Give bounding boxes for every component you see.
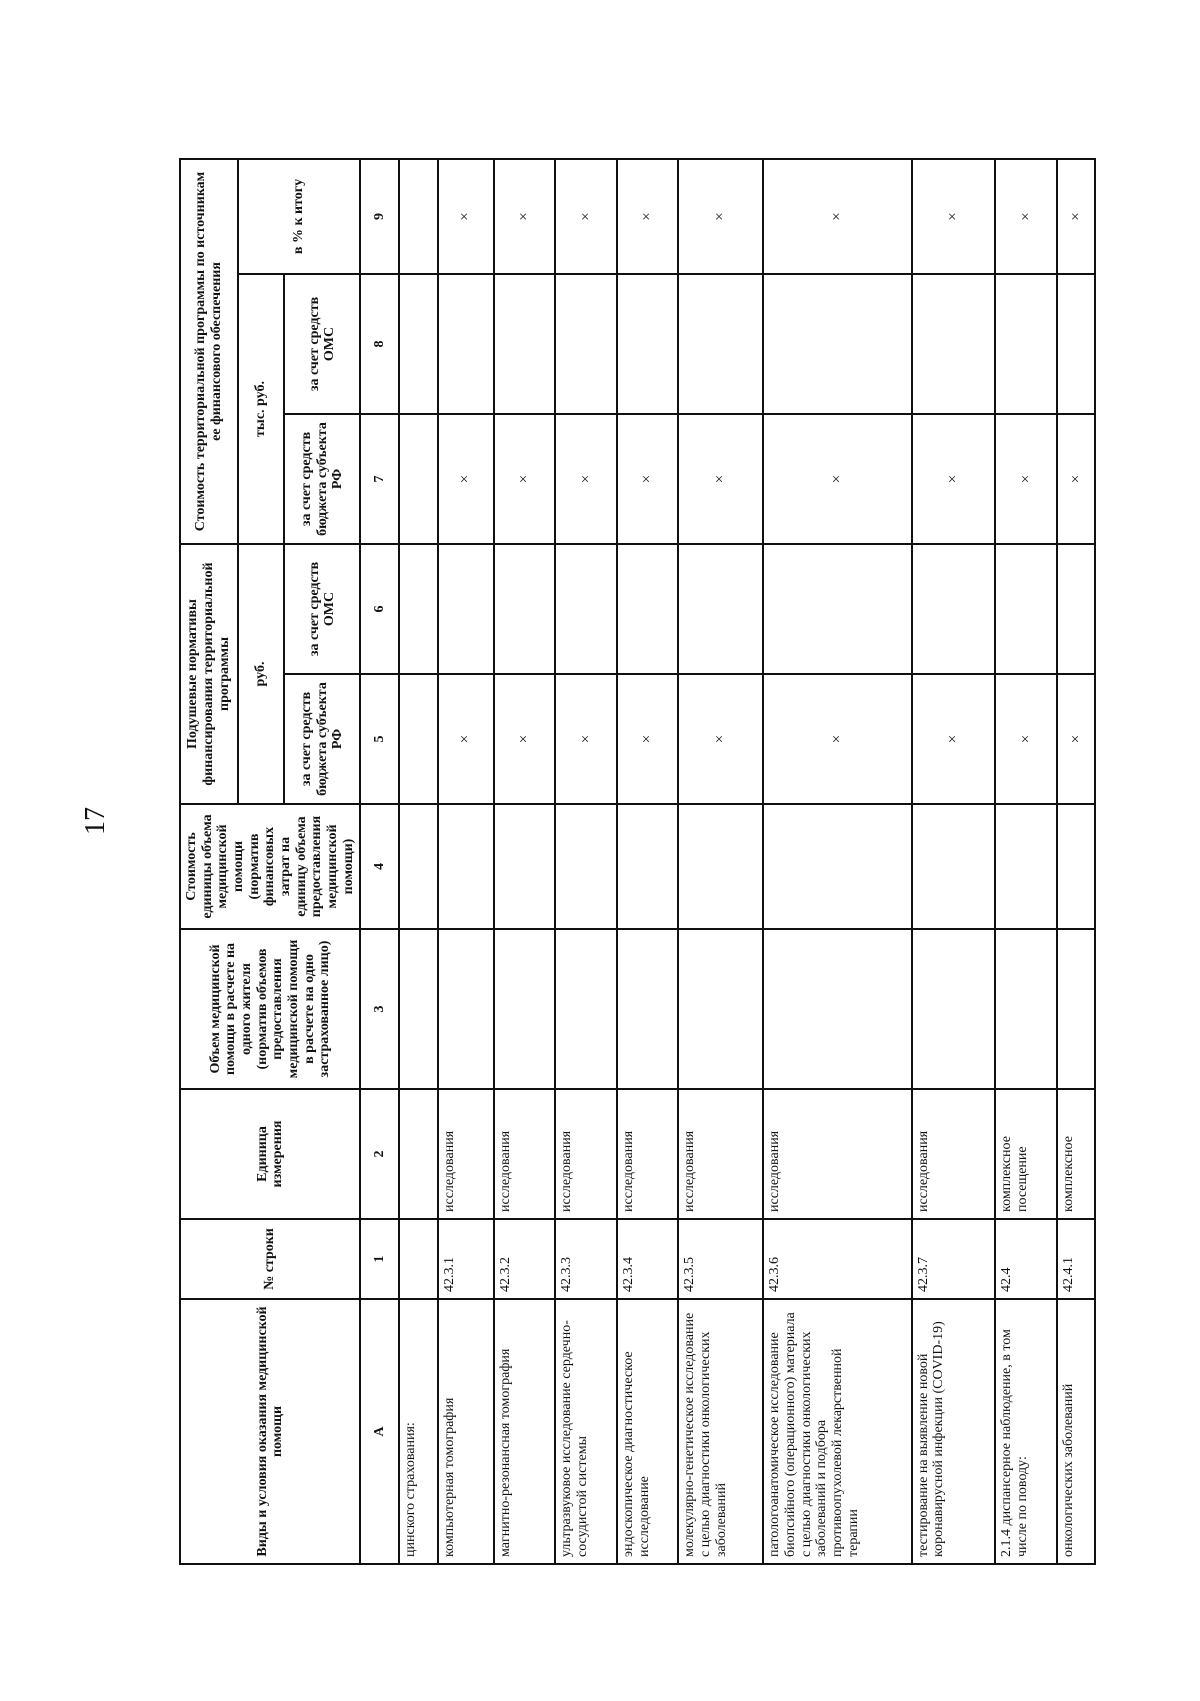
row-code: 42.3.3 [555,1219,617,1299]
row-col-7: × [438,414,494,544]
row-col-7: × [763,414,911,544]
row-col-7: × [555,414,617,544]
header-col-3: Объем медицинской помощи в расчете на одного жителя (норматив объемов предоставления медицинской помощи в расчете на одно застрахованное лицо) [180,929,360,1089]
row-col-3 [555,929,617,1089]
table-row [399,159,438,1564]
row-code: 42.3.4 [617,1219,678,1299]
row-col-8 [617,274,678,414]
index-cell: 6 [360,544,399,674]
row-name: 2.1.4 диспансерное наблюдение, в том числе по поводу: [995,1299,1056,1564]
index-cell: А [360,1299,399,1564]
row-unit: исследования [678,1089,763,1219]
row-col-4 [763,804,911,929]
row-col-3 [399,929,438,1089]
row-col-5: × [763,674,911,804]
row-col-4 [399,804,438,929]
row-col-8 [678,274,763,414]
row-name: молекулярно-генетическое исследование с целью диагностики онкологических заболеваний [678,1299,763,1564]
row-unit: комплексное [1057,1089,1096,1219]
table-row [555,159,617,1564]
table-row [678,159,763,1564]
row-col-7: × [617,414,678,544]
row-col-9: × [995,159,1056,274]
row-col-4 [438,804,494,929]
row-col-6 [617,544,678,674]
row-unit: исследования [438,1089,494,1219]
row-col-4 [678,804,763,929]
row-col-5: × [1057,674,1096,804]
row-unit: исследования [555,1089,617,1219]
row-code: 42.3.7 [912,1219,996,1299]
row-col-7: × [494,414,555,544]
row-col-3 [678,929,763,1089]
header-col-8: за счет средств ОМС [284,274,360,414]
row-col-3 [494,929,555,1089]
header-group-norm: Подушевые нормативы финансирования территориальной программы [180,544,238,804]
table-row [494,159,555,1564]
row-unit: исследования [912,1089,996,1219]
row-name: магнитно-резонансная томография [494,1299,555,1564]
header-group-cost: Стоимость территориальной программы по источникам ее финансового обеспечения [180,159,238,544]
row-col-9: × [763,159,911,274]
rotated-table-container [179,160,1084,1565]
row-code: 42.4 [995,1219,1056,1299]
row-name: компьютерная томография [438,1299,494,1564]
row-col-5: × [912,674,996,804]
row-col-5: × [438,674,494,804]
row-col-3 [995,929,1056,1089]
index-cell: 9 [360,159,399,274]
row-name: ультразвуковое исследование сердечно-сосудистой системы [555,1299,617,1564]
row-col-5: × [494,674,555,804]
row-col-8 [399,274,438,414]
header-col-6: за счет средств ОМС [284,544,360,674]
row-name: онкологических заболеваний [1057,1299,1096,1564]
page-number: 17 [80,807,111,835]
row-col-5: × [678,674,763,804]
program-cost-table [179,158,1096,1565]
row-col-8 [1057,274,1096,414]
table-row [763,159,911,1564]
index-cell: 8 [360,274,399,414]
row-col-4 [494,804,555,929]
row-col-6 [438,544,494,674]
row-col-6 [912,544,996,674]
row-name: эндоскопическое диагностическое исследование [617,1299,678,1564]
header-norm-unit: руб. [238,544,284,804]
row-col-3 [912,929,996,1089]
row-col-7: × [678,414,763,544]
index-cell: 1 [360,1219,399,1299]
row-name: патологоанатомическое исследование биопсийного (операционного) материала с целью диагностики онкологических заболеваний и подбора противоопухолевой лекарственной терапии [763,1299,911,1564]
row-col-6 [555,544,617,674]
row-col-8 [494,274,555,414]
row-code [399,1219,438,1299]
row-col-3 [617,929,678,1089]
index-row [360,159,399,1564]
header-cost-unit: тыс. руб. [238,274,284,544]
row-col-7: × [995,414,1056,544]
index-cell: 4 [360,804,399,929]
row-col-8 [438,274,494,414]
row-col-3 [763,929,911,1089]
row-col-6 [678,544,763,674]
row-col-6 [763,544,911,674]
table-row [912,159,996,1564]
table-row [617,159,678,1564]
row-unit: комплексное посещение [995,1089,1056,1219]
row-code: 42.3.2 [494,1219,555,1299]
row-col-9 [399,159,438,274]
row-col-4 [555,804,617,929]
row-col-5: × [617,674,678,804]
row-col-5: × [995,674,1056,804]
row-col-9: × [678,159,763,274]
row-unit: исследования [763,1089,911,1219]
row-col-8 [912,274,996,414]
row-col-6 [399,544,438,674]
row-col-9: × [494,159,555,274]
header-col-a: Виды и условия оказания медицинской помощи [180,1299,360,1564]
row-col-3 [438,929,494,1089]
table-row [1057,159,1096,1564]
header-col-9: в % к итогу [238,159,360,274]
row-code: 42.3.6 [763,1219,911,1299]
header-col-4: Стоимость единицы объема медицинской помощи (норматив финансовых затрат на единицу объема предоставления медицинской помощи) [180,804,360,929]
row-code: 42.4.1 [1057,1219,1096,1299]
row-name: цинского страхования: [399,1299,438,1564]
row-code: 42.3.5 [678,1219,763,1299]
row-col-6 [995,544,1056,674]
row-col-3 [1057,929,1096,1089]
header-col-5: за счет средств бюджета субъекта РФ [284,674,360,804]
row-col-9: × [617,159,678,274]
row-col-9: × [555,159,617,274]
row-col-7: × [912,414,996,544]
row-col-8 [763,274,911,414]
row-col-7 [399,414,438,544]
index-cell: 7 [360,414,399,544]
header-col-2: Единица измерения [180,1089,360,1219]
row-col-8 [555,274,617,414]
header-col-7: за счет средств бюджета субъекта РФ [284,414,360,544]
row-col-8 [995,274,1056,414]
row-col-6 [494,544,555,674]
index-cell: 2 [360,1089,399,1219]
row-col-5 [399,674,438,804]
row-col-6 [1057,544,1096,674]
row-col-9: × [912,159,996,274]
row-unit: исследования [617,1089,678,1219]
row-unit [399,1089,438,1219]
row-col-4 [995,804,1056,929]
index-cell: 5 [360,674,399,804]
table-row [438,159,494,1564]
row-col-7: × [1057,414,1096,544]
index-cell: 3 [360,929,399,1089]
row-name: тестирование на выявление новой коронавирусной инфекции (COVID-19) [912,1299,996,1564]
row-col-9: × [438,159,494,274]
row-col-4 [1057,804,1096,929]
table-row [995,159,1056,1564]
row-col-4 [617,804,678,929]
row-code: 42.3.1 [438,1219,494,1299]
row-col-9: × [1057,159,1096,274]
row-col-4 [912,804,996,929]
row-unit: исследования [494,1089,555,1219]
row-col-5: × [555,674,617,804]
header-col-1: № строки [180,1219,360,1299]
